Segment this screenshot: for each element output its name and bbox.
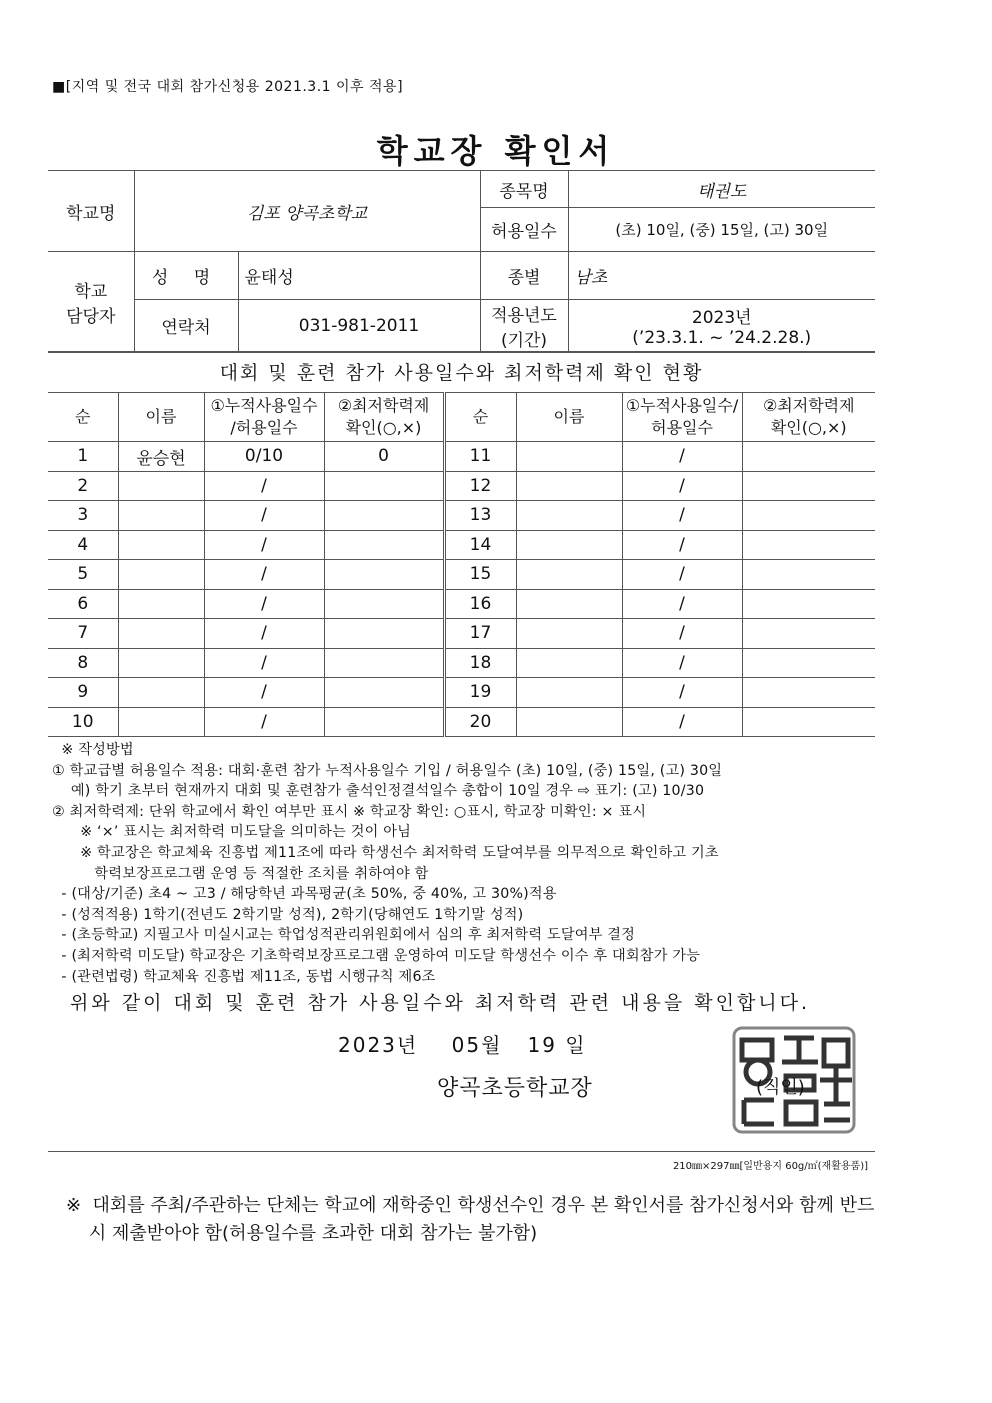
row-name: 윤승현 bbox=[118, 442, 204, 472]
event-label: 종목명 bbox=[480, 171, 568, 208]
col-min-left-line1: ②최저학력제 bbox=[337, 396, 430, 415]
instruction-line: - (대상/기준) 초4 ~ 고3 / 해당학년 과목평균(초 50%, 중 40%, 고 30%)적용 bbox=[52, 886, 557, 903]
row-name bbox=[516, 501, 622, 531]
row-min bbox=[742, 560, 875, 590]
row-name bbox=[118, 589, 204, 619]
instruction-line: ※ 학교장은 학교체육 진흥법 제11조에 따라 학생선수 최저학력 도달여부를 의무적으로 확인하고 기초 bbox=[52, 844, 719, 861]
row-name bbox=[118, 678, 204, 708]
allowed-days-label: 허용일수 bbox=[480, 208, 568, 252]
row-days: / bbox=[204, 619, 324, 649]
col-min-left-line2: 확인(○,×) bbox=[345, 418, 422, 437]
row-name bbox=[516, 442, 622, 472]
manager-label bbox=[48, 252, 134, 352]
instruction-line: 학력보장프로그램 운영 등 적절한 조치를 취하여야 함 bbox=[52, 865, 429, 882]
row-no: 17 bbox=[444, 619, 516, 649]
row-days: / bbox=[204, 678, 324, 708]
confirmation-statement: 위와 같이 대회 및 훈련 참가 사용일수와 최저학력 관련 내용을 확인합니다. bbox=[70, 992, 811, 1014]
row-no: 2 bbox=[48, 471, 118, 501]
row-min bbox=[742, 619, 875, 649]
status-section-title: 대회 및 훈련 참가 사용일수와 최저학력제 확인 현황 bbox=[48, 352, 875, 393]
row-min bbox=[742, 530, 875, 560]
divider bbox=[48, 1151, 875, 1152]
row-no: 16 bbox=[444, 589, 516, 619]
table-row bbox=[48, 678, 875, 708]
col-min-left bbox=[324, 393, 444, 442]
col-name-right: 이름 bbox=[516, 393, 622, 442]
row-min bbox=[742, 707, 875, 737]
paper-spec: 210㎜×297㎜[일반용지 60g/㎡(재활용품)] bbox=[672, 1161, 868, 1172]
row-min bbox=[742, 501, 875, 531]
row-name bbox=[118, 648, 204, 678]
row-days: / bbox=[622, 560, 742, 590]
col-days-left bbox=[204, 393, 324, 442]
issue-date: 2023년 05월 19 일 bbox=[338, 1033, 587, 1057]
row-min bbox=[324, 471, 444, 501]
page-title: 학교장 확인서 bbox=[376, 132, 616, 170]
instruction-line: - (초등학교) 지필고사 미실시교는 학업성적관리위원회에서 심의 후 최저학력 도달여부 결정 bbox=[52, 927, 636, 944]
row-days: / bbox=[622, 648, 742, 678]
row-no: 20 bbox=[444, 707, 516, 737]
footer-line: ※ 대회를 주최/주관하는 단체는 학교에 재학중인 학생선수인 경우 본 확인서를 참가신청서와 함께 반드 bbox=[66, 1195, 875, 1216]
row-name bbox=[516, 589, 622, 619]
row-name bbox=[118, 707, 204, 737]
row-days: / bbox=[204, 648, 324, 678]
seal-label: (직인) bbox=[756, 1077, 805, 1098]
table-body bbox=[48, 442, 875, 737]
form-usage-note: ■[지역 및 전국 대회 참가신청용 2021.3.1 이후 적용] bbox=[52, 79, 404, 95]
row-no: 10 bbox=[48, 707, 118, 737]
row-name bbox=[118, 530, 204, 560]
row-min bbox=[742, 648, 875, 678]
table-header-row bbox=[48, 393, 875, 442]
row-name bbox=[118, 471, 204, 501]
row-no: 9 bbox=[48, 678, 118, 708]
row-days: / bbox=[204, 530, 324, 560]
apply-year-label-line2: (기간) bbox=[500, 330, 548, 351]
row-no: 18 bbox=[444, 648, 516, 678]
row-no: 15 bbox=[444, 560, 516, 590]
apply-year-label bbox=[480, 300, 568, 352]
row-no: 7 bbox=[48, 619, 118, 649]
footer-line: 시 제출받아야 함(허용일수를 초과한 대회 참가는 불가함) bbox=[66, 1223, 538, 1244]
manager-name-value: 윤태성 bbox=[238, 252, 480, 300]
table-row bbox=[48, 560, 875, 590]
instruction-line: - (성적적용) 1학기(전년도 2학기말 성적), 2학기(당해연도 1학기말 성적) bbox=[52, 906, 524, 923]
row-no: 13 bbox=[444, 501, 516, 531]
row-min: 0 bbox=[324, 442, 444, 472]
table-row bbox=[48, 471, 875, 501]
row-no: 1 bbox=[48, 442, 118, 472]
row-no: 4 bbox=[48, 530, 118, 560]
row-name bbox=[118, 501, 204, 531]
col-days-right bbox=[622, 393, 742, 442]
col-no-left: 순 bbox=[48, 393, 118, 442]
row-name bbox=[516, 648, 622, 678]
row-days: / bbox=[622, 442, 742, 472]
row-min bbox=[324, 648, 444, 678]
apply-year-label-line1: 적용년도 bbox=[491, 305, 557, 326]
col-days-left-line1: ①누적사용일수 bbox=[210, 396, 318, 415]
col-name-left: 이름 bbox=[118, 393, 204, 442]
row-days: / bbox=[622, 471, 742, 501]
row-days: / bbox=[204, 589, 324, 619]
row-days: / bbox=[622, 678, 742, 708]
instruction-line: ※ 작성방법 bbox=[52, 742, 134, 758]
col-min-right-line1: ②최저학력제 bbox=[762, 396, 855, 415]
table-row bbox=[48, 530, 875, 560]
row-name bbox=[516, 619, 622, 649]
row-min bbox=[742, 589, 875, 619]
row-min bbox=[742, 442, 875, 472]
row-no: 5 bbox=[48, 560, 118, 590]
col-days-left-line2: /허용일수 bbox=[230, 418, 298, 437]
row-days: 0/10 bbox=[204, 442, 324, 472]
instruction-line: ① 학교급별 허용일수 적용: 대회·훈련 참가 누적사용일수 기입 / 허용일수 (초) 10일, (중) 15일, (고) 30일 bbox=[52, 762, 723, 779]
row-name bbox=[118, 619, 204, 649]
table-row bbox=[48, 589, 875, 619]
school-name-label: 학교명 bbox=[48, 171, 134, 252]
instruction-line: ※ ‘×’ 표시는 최저학력 미도달을 의미하는 것이 아님 bbox=[52, 824, 412, 841]
col-days-right-line2: 허용일수 bbox=[651, 418, 713, 437]
table-row bbox=[48, 648, 875, 678]
instruction-line: - (최저학력 미도달) 학교장은 기초학력보장프로그램 운영하여 미도달 학생선수 이수 후 대회참가 가능 bbox=[52, 947, 701, 964]
row-name bbox=[516, 707, 622, 737]
row-min bbox=[324, 560, 444, 590]
category-value: 남초 bbox=[568, 252, 875, 300]
contact-value: 031-981-2011 bbox=[238, 300, 480, 352]
row-name bbox=[516, 678, 622, 708]
apply-period: (’23.3.1. ~ ’24.2.28.) bbox=[632, 328, 812, 348]
instruction-line: ② 최저학력제: 단위 학교에서 확인 여부만 표시 ※ 학교장 확인: ○표시, 학교장 미확인: × 표시 bbox=[52, 803, 647, 820]
row-min bbox=[324, 678, 444, 708]
row-days: / bbox=[204, 471, 324, 501]
row-name bbox=[118, 560, 204, 590]
row-no: 11 bbox=[444, 442, 516, 472]
instructions bbox=[52, 740, 722, 987]
manager-label-line2: 담당자 bbox=[66, 306, 116, 327]
row-min bbox=[324, 530, 444, 560]
row-min bbox=[324, 619, 444, 649]
instruction-line: - (관련법령) 학교체육 진흥법 제11조, 동법 시행규칙 제6조 bbox=[52, 968, 436, 985]
manager-name-label: 성 명 bbox=[134, 252, 238, 300]
allowed-days-value: (초) 10일, (중) 15일, (고) 30일 bbox=[568, 208, 875, 252]
row-no: 14 bbox=[444, 530, 516, 560]
row-min bbox=[324, 707, 444, 737]
school-info-table bbox=[48, 170, 875, 352]
col-days-right-line1: ①누적사용일수/ bbox=[625, 396, 739, 415]
row-days: / bbox=[622, 501, 742, 531]
table-row bbox=[48, 619, 875, 649]
row-no: 3 bbox=[48, 501, 118, 531]
row-days: / bbox=[622, 619, 742, 649]
apply-year: 2023년 bbox=[691, 308, 752, 328]
row-name bbox=[516, 560, 622, 590]
instruction-line: 예) 학기 초부터 현재까지 대회 및 훈련참가 출석인정결석일수 총합이 10일 경우 ⇨ 표기: (고) 10/30 bbox=[52, 783, 705, 800]
row-no: 6 bbox=[48, 589, 118, 619]
row-days: / bbox=[622, 707, 742, 737]
table-row bbox=[48, 501, 875, 531]
principal-name: 양곡초등학교장 bbox=[437, 1076, 593, 1101]
apply-year-value bbox=[568, 300, 875, 352]
table-row bbox=[48, 707, 875, 737]
row-days: / bbox=[622, 530, 742, 560]
contact-label: 연락처 bbox=[134, 300, 238, 352]
row-no: 12 bbox=[444, 471, 516, 501]
table-row bbox=[48, 442, 875, 472]
row-name bbox=[516, 530, 622, 560]
col-min-right bbox=[742, 393, 875, 442]
category-label: 종별 bbox=[480, 252, 568, 300]
row-no: 19 bbox=[444, 678, 516, 708]
row-min bbox=[324, 589, 444, 619]
row-name bbox=[516, 471, 622, 501]
row-days: / bbox=[622, 589, 742, 619]
row-days: / bbox=[204, 707, 324, 737]
participation-table bbox=[48, 392, 875, 737]
footer-note bbox=[66, 1192, 874, 1248]
row-days: / bbox=[204, 560, 324, 590]
manager-label-line1: 학교 bbox=[74, 281, 108, 302]
event-value: 태권도 bbox=[568, 171, 875, 208]
row-days: / bbox=[204, 501, 324, 531]
col-min-right-line2: 확인(○,×) bbox=[770, 418, 847, 437]
col-no-right: 순 bbox=[444, 393, 516, 442]
row-no: 8 bbox=[48, 648, 118, 678]
row-min bbox=[742, 471, 875, 501]
row-min bbox=[742, 678, 875, 708]
school-name-value: 김포 양곡초학교 bbox=[134, 171, 480, 252]
row-min bbox=[324, 501, 444, 531]
